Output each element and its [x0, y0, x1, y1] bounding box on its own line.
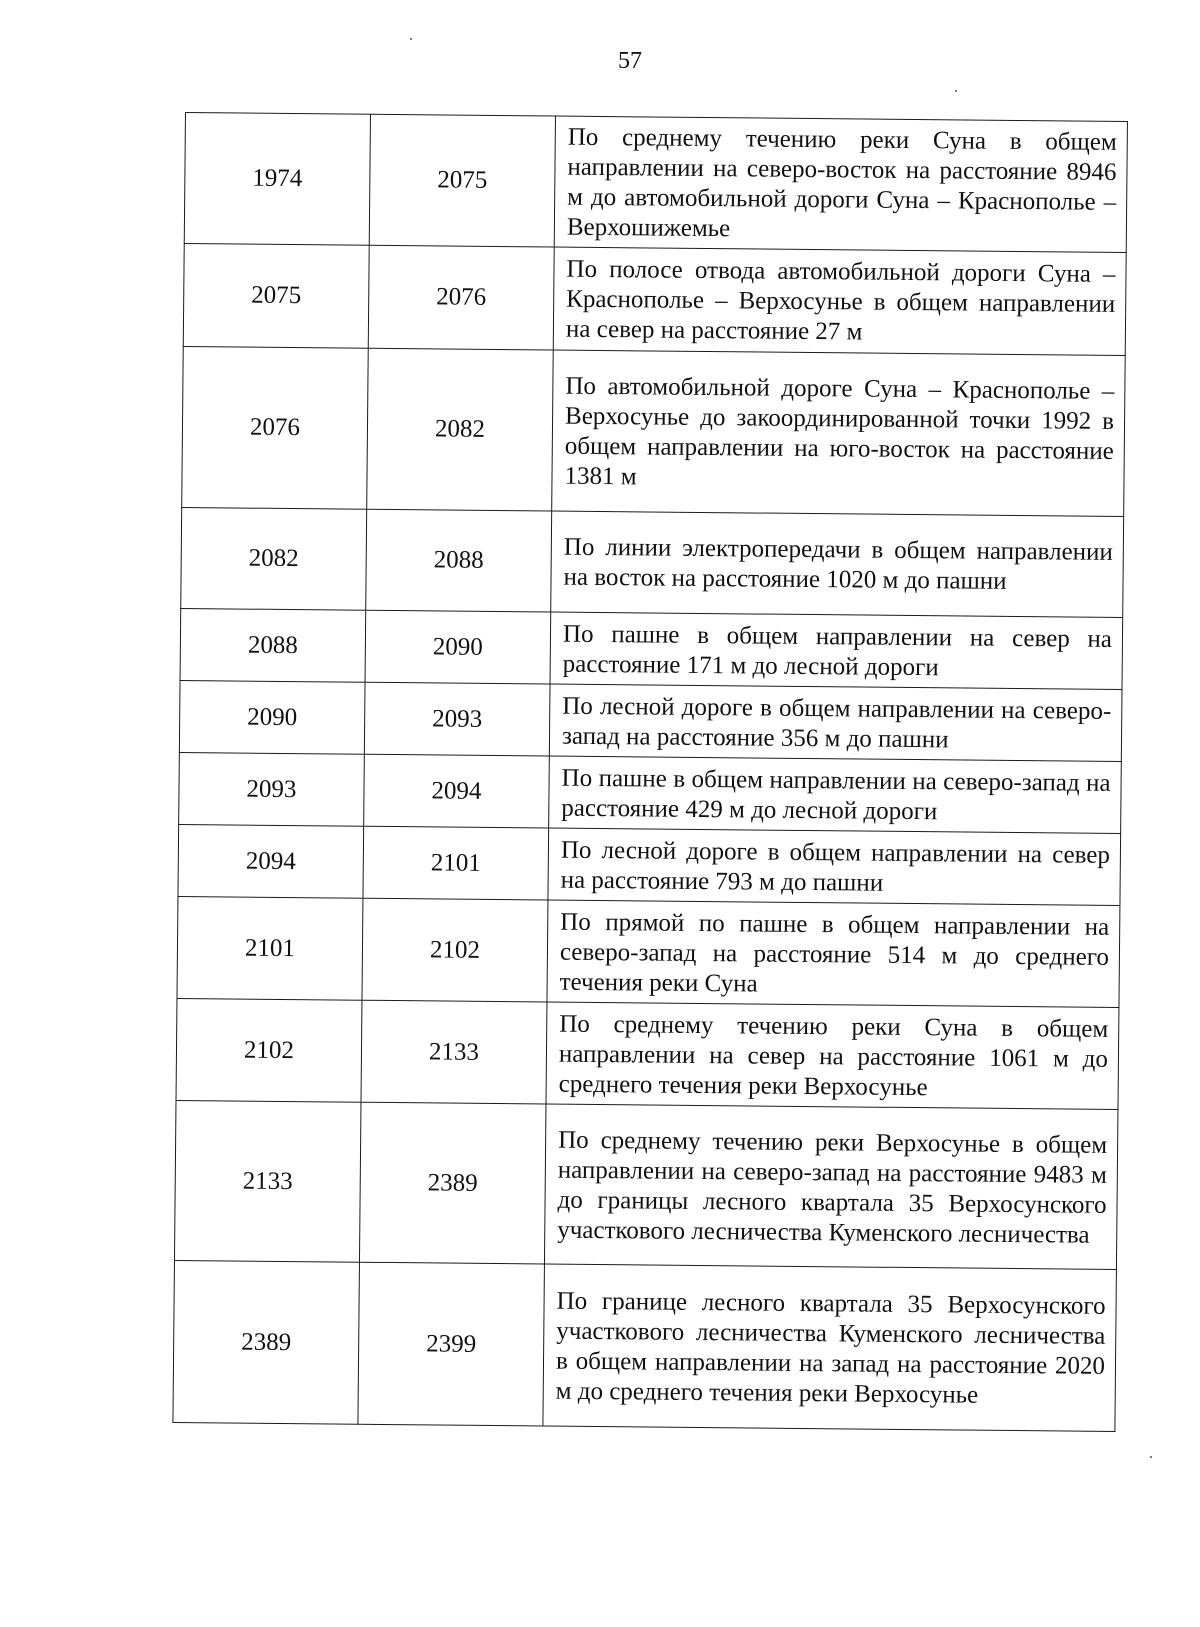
- to-point-cell: 2088: [366, 509, 552, 612]
- description-cell: По автомобильной дороге Суна – Краснополье – Верхосунье до закоординированной точки 1992 в общем направлении на юго-восток на расстояние 1381 м: [552, 350, 1126, 516]
- from-point-cell: 2090: [179, 680, 365, 754]
- from-point-cell: 2082: [181, 507, 367, 610]
- to-point-cell: 2075: [369, 114, 555, 247]
- from-point-cell: 2093: [179, 752, 365, 826]
- description-cell: По среднему течению реки Суна в общем направлении на север на расстояние 1061 м до среднего течения реки Верхосунье: [546, 1002, 1119, 1109]
- description-cell: По лесной дороге в общем направлении на север на расстояние 793 м до пашни: [548, 828, 1121, 905]
- description-cell: По среднему течению реки Суна в общем направлении на северо-восток на расстояние 8946 м до автомобильной дороги Суна – Краснополье – Верхошижемье: [554, 116, 1127, 252]
- table-row: [173, 1260, 1117, 1431]
- boundary-description-table: [172, 112, 1128, 1432]
- to-point-cell: 2094: [364, 754, 550, 828]
- description-cell: По среднему течению реки Верхосунье в общем направлении на северо-запад на расстояние 9483 м до границы лесного квартала 35 Верхосунского участкового лесничества Куменского лесничества: [544, 1104, 1118, 1269]
- from-point-cell: 2102: [176, 998, 362, 1102]
- description-cell: По пашне в общем направлении на северо-запад на расстояние 429 м до лесной дороги: [549, 756, 1122, 833]
- from-point-cell: 2075: [183, 243, 369, 348]
- description-cell: По лесной дороге в общем направлении на северо-запад на расстояние 356 м до пашни: [549, 684, 1122, 761]
- table-row: [176, 998, 1119, 1109]
- to-point-cell: 2133: [361, 1000, 547, 1104]
- from-point-cell: 2088: [180, 608, 366, 682]
- table-row: [174, 1100, 1117, 1269]
- to-point-cell: 2082: [367, 348, 554, 511]
- table-row: [180, 608, 1123, 689]
- to-point-cell: 2102: [362, 898, 548, 1002]
- to-point-cell: 2076: [368, 245, 554, 350]
- to-point-cell: 2101: [363, 826, 549, 900]
- from-point-cell: 2133: [174, 1100, 361, 1262]
- from-point-cell: 2101: [177, 896, 363, 1000]
- to-point-cell: 2093: [364, 682, 550, 756]
- to-point-cell: 2399: [358, 1262, 545, 1426]
- from-point-cell: 1974: [184, 113, 370, 246]
- description-cell: По линии электропередачи в общем направлении на восток на расстояние 1020 м до пашни: [551, 511, 1124, 617]
- to-point-cell: 2389: [359, 1102, 546, 1264]
- description-cell: По границе лесного квартала 35 Верхосунского участкового лесничества Куменского лесничества в общем направлении на запад на расстояние 2020 м до среднего течения реки Верхосунье: [543, 1264, 1117, 1431]
- page-number: 57: [618, 48, 642, 74]
- table-row: [179, 680, 1122, 761]
- scan-speck: [955, 90, 957, 92]
- table-row: [183, 243, 1126, 355]
- description-cell: По пашне в общем направлении на север на расстояние 171 м до лесной дороги: [550, 612, 1123, 689]
- table-row: [181, 507, 1124, 617]
- scan-speck: [1150, 1456, 1152, 1458]
- table-row: [184, 113, 1127, 253]
- table-row: [178, 824, 1121, 905]
- from-point-cell: 2076: [182, 346, 369, 509]
- scan-speck: [410, 38, 412, 40]
- description-cell: По полосе отвода автомобильной дороги Суна – Краснополье – Верхосунье в общем направлении на север на расстояние 27 м: [553, 247, 1126, 355]
- table-row: [179, 752, 1122, 833]
- from-point-cell: 2389: [173, 1260, 360, 1424]
- table-row: [177, 896, 1120, 1007]
- description-cell: По прямой по пашне в общем направлении на северо-запад на расстояние 514 м до среднего течения реки Суна: [547, 900, 1120, 1007]
- table-row: [182, 346, 1126, 516]
- from-point-cell: 2094: [178, 824, 364, 898]
- to-point-cell: 2090: [365, 610, 551, 684]
